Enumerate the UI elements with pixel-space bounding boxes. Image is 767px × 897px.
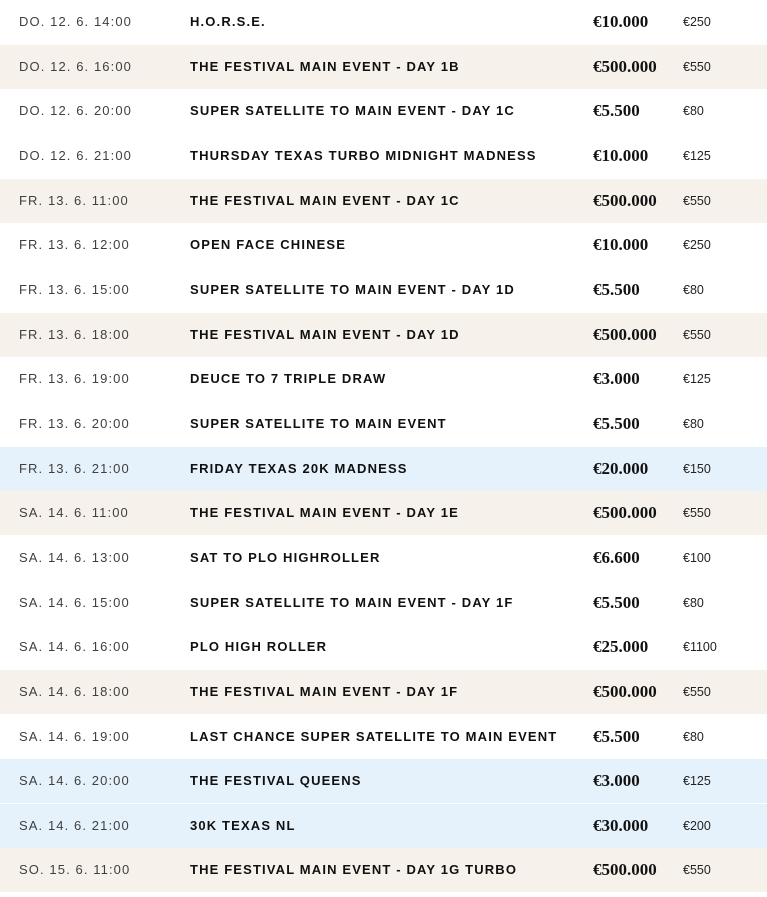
schedule-row[interactable] xyxy=(0,670,767,714)
guarantee: €5.500 xyxy=(593,280,640,299)
schedule-row[interactable] xyxy=(0,625,767,669)
buyin: €125 xyxy=(683,149,711,163)
schedule-row[interactable] xyxy=(0,89,767,133)
event-datetime: FR. 13. 6. 18:00 xyxy=(19,327,130,342)
event-name: LAST CHANCE SUPER SATELLITE TO MAIN EVENT xyxy=(190,729,558,744)
event-name: OPEN FACE CHINESE xyxy=(190,237,347,252)
schedule-row[interactable] xyxy=(0,759,767,803)
buyin: €150 xyxy=(683,462,711,476)
event-datetime: SO. 15. 6. 11:00 xyxy=(19,862,131,877)
event-name: THE FESTIVAL MAIN EVENT - DAY 1G TURBO xyxy=(190,862,518,877)
buyin: €550 xyxy=(683,328,711,342)
schedule-row[interactable] xyxy=(0,536,767,580)
buyin: €125 xyxy=(683,774,711,788)
event-datetime: FR. 13. 6. 15:00 xyxy=(19,282,130,297)
event-name: H.O.R.S.E. xyxy=(190,14,266,29)
event-name: THE FESTIVAL MAIN EVENT - DAY 1D xyxy=(190,327,460,342)
buyin: €80 xyxy=(683,596,704,610)
schedule-row[interactable] xyxy=(0,402,767,446)
buyin: €80 xyxy=(683,730,704,744)
event-name: THE FESTIVAL QUEENS xyxy=(190,773,362,788)
event-datetime: DO. 12. 6. 20:00 xyxy=(19,103,132,118)
schedule-row[interactable] xyxy=(0,223,767,267)
event-datetime: SA. 14. 6. 13:00 xyxy=(19,550,130,565)
guarantee: €10.000 xyxy=(593,12,649,31)
buyin: €80 xyxy=(683,104,704,118)
buyin: €250 xyxy=(683,15,711,29)
buyin: €250 xyxy=(683,238,711,252)
guarantee: €500.000 xyxy=(593,860,657,879)
guarantee: €5.500 xyxy=(593,593,640,612)
buyin: €550 xyxy=(683,685,711,699)
event-name: PLO HIGH ROLLER xyxy=(190,639,328,654)
event-datetime: SA. 14. 6. 20:00 xyxy=(19,773,130,788)
schedule-row[interactable] xyxy=(0,45,767,89)
event-datetime: SA. 14. 6. 16:00 xyxy=(19,639,130,654)
event-name: DEUCE TO 7 TRIPLE DRAW xyxy=(190,371,387,386)
schedule-row[interactable] xyxy=(0,715,767,759)
guarantee: €10.000 xyxy=(593,235,649,254)
buyin: €200 xyxy=(683,819,711,833)
event-datetime: FR. 13. 6. 19:00 xyxy=(19,371,130,386)
guarantee: €500.000 xyxy=(593,325,657,344)
schedule-row[interactable] xyxy=(0,447,767,491)
schedule-row[interactable] xyxy=(0,179,767,223)
guarantee: €30.000 xyxy=(593,816,649,835)
event-datetime: SA. 14. 6. 11:00 xyxy=(19,505,129,520)
guarantee: €20.000 xyxy=(593,459,649,478)
guarantee: €25.000 xyxy=(593,637,649,656)
event-datetime: SA. 14. 6. 19:00 xyxy=(19,729,130,744)
buyin: €80 xyxy=(683,283,704,297)
guarantee: €3.000 xyxy=(593,369,640,388)
schedule-row[interactable] xyxy=(0,134,767,178)
guarantee: €500.000 xyxy=(593,503,657,522)
guarantee: €5.500 xyxy=(593,414,640,433)
guarantee: €6.600 xyxy=(593,548,640,567)
schedule-row[interactable] xyxy=(0,313,767,357)
guarantee: €10.000 xyxy=(593,146,649,165)
schedule-row[interactable] xyxy=(0,581,767,625)
event-name: THE FESTIVAL MAIN EVENT - DAY 1B xyxy=(190,59,460,74)
event-datetime: DO. 12. 6. 16:00 xyxy=(19,59,132,74)
event-name: 30K TEXAS NL xyxy=(190,818,296,833)
event-name: THURSDAY TEXAS TURBO MIDNIGHT MADNESS xyxy=(190,148,537,163)
buyin: €1100 xyxy=(683,640,717,654)
event-datetime: FR. 13. 6. 12:00 xyxy=(19,237,130,252)
buyin: €550 xyxy=(683,863,711,877)
schedule-row[interactable] xyxy=(0,804,767,848)
guarantee: €500.000 xyxy=(593,57,657,76)
event-datetime: DO. 12. 6. 14:00 xyxy=(19,14,132,29)
event-datetime: SA. 14. 6. 21:00 xyxy=(19,818,130,833)
schedule-row[interactable] xyxy=(0,0,767,44)
event-datetime: SA. 14. 6. 15:00 xyxy=(19,595,130,610)
buyin: €125 xyxy=(683,372,711,386)
event-datetime: DO. 12. 6. 21:00 xyxy=(19,148,132,163)
guarantee: €3.000 xyxy=(593,771,640,790)
event-datetime: FR. 13. 6. 20:00 xyxy=(19,416,130,431)
buyin: €550 xyxy=(683,194,711,208)
schedule-row[interactable] xyxy=(0,491,767,535)
guarantee: €5.500 xyxy=(593,101,640,120)
event-name: SAT TO PLO HIGHROLLER xyxy=(190,550,381,565)
buyin: €80 xyxy=(683,417,704,431)
schedule-row[interactable] xyxy=(0,848,767,892)
guarantee: €500.000 xyxy=(593,191,657,210)
guarantee: €5.500 xyxy=(593,727,640,746)
buyin: €550 xyxy=(683,60,711,74)
event-name: SUPER SATELLITE TO MAIN EVENT - DAY 1D xyxy=(190,282,515,297)
buyin: €100 xyxy=(683,551,711,565)
event-name: THE FESTIVAL MAIN EVENT - DAY 1F xyxy=(190,684,459,699)
event-name: FRIDAY TEXAS 20K MADNESS xyxy=(190,461,408,476)
event-name: SUPER SATELLITE TO MAIN EVENT - DAY 1C xyxy=(190,103,515,118)
event-datetime: FR. 13. 6. 11:00 xyxy=(19,193,129,208)
event-datetime: SA. 14. 6. 18:00 xyxy=(19,684,130,699)
event-name: SUPER SATELLITE TO MAIN EVENT xyxy=(190,416,447,431)
buyin: €550 xyxy=(683,506,711,520)
event-name: THE FESTIVAL MAIN EVENT - DAY 1C xyxy=(190,193,460,208)
schedule-row[interactable] xyxy=(0,357,767,401)
guarantee: €500.000 xyxy=(593,682,657,701)
schedule-row[interactable] xyxy=(0,268,767,312)
event-datetime: FR. 13. 6. 21:00 xyxy=(19,461,130,476)
event-name: THE FESTIVAL MAIN EVENT - DAY 1E xyxy=(190,505,459,520)
event-name: SUPER SATELLITE TO MAIN EVENT - DAY 1F xyxy=(190,595,514,610)
